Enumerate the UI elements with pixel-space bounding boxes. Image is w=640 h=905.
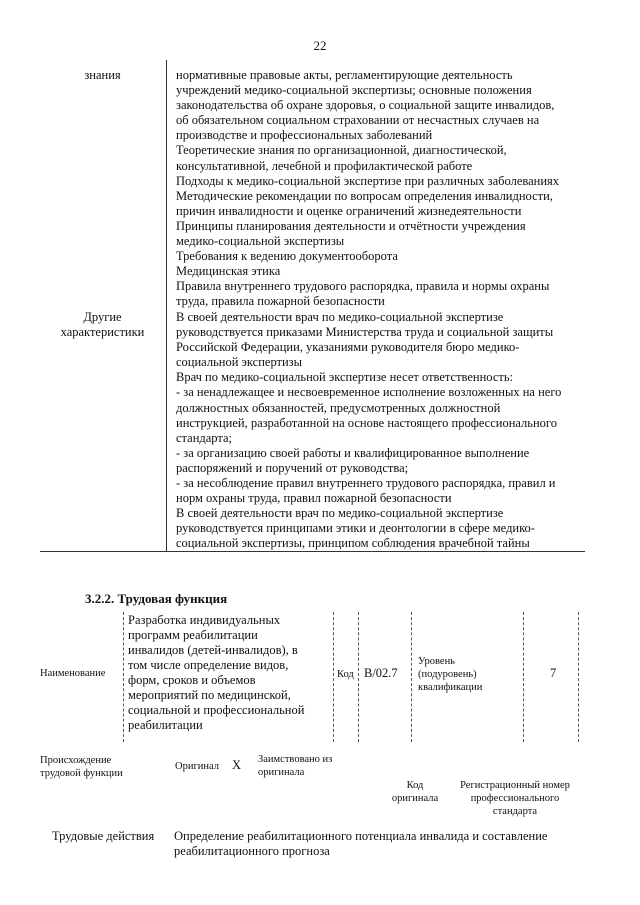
level-cell-right-border bbox=[578, 612, 579, 742]
code-cell-right-border bbox=[411, 612, 412, 742]
origin-label-line: трудовой функции bbox=[40, 768, 123, 779]
function-name-line: том числе определение видов, bbox=[128, 658, 289, 672]
labor-actions-line: Определение реабилитационного потенциала инвалида и составление bbox=[174, 829, 548, 843]
function-name-line: программ реабилитации bbox=[128, 628, 258, 642]
other-line: руководствуется приказами Министерства труда и социальной защиты bbox=[176, 325, 554, 340]
row-label-knowledge: знания bbox=[84, 68, 121, 82]
level-label-line: (подуровень) bbox=[418, 669, 477, 680]
section-title: 3.2.2. Трудовая функция bbox=[85, 591, 228, 606]
reg-number-line: Регистрационный номер bbox=[460, 780, 570, 791]
borrowed-label-line: оригинала bbox=[258, 767, 305, 778]
original-label: Оригинал bbox=[175, 761, 219, 772]
function-name-line: социальной и профессиональной bbox=[128, 703, 305, 717]
code-cell-left-border bbox=[358, 612, 359, 742]
page-number: 22 bbox=[313, 38, 327, 53]
function-name-line: Разработка индивидуальных bbox=[128, 613, 281, 627]
knowledge-line: нормативные правовые акты, регламентирующие деятельность bbox=[176, 68, 513, 82]
knowledge-line: Правила внутреннего трудового распорядка, правила и нормы охраны bbox=[176, 279, 550, 294]
other-text bbox=[176, 310, 586, 552]
knowledge-line: Принципы планирования деятельности и отчётности учреждения bbox=[176, 218, 526, 233]
origin-label-line: Происхождение bbox=[40, 755, 112, 766]
function-name-value bbox=[128, 613, 333, 733]
level-cell-left-border bbox=[523, 612, 524, 742]
other-line: распоряжений и поручений от руководства; bbox=[176, 460, 409, 475]
other-line: В своей деятельности врач по медико-социальной экспертизе bbox=[176, 310, 504, 324]
level-label-line: квалификации bbox=[418, 682, 483, 693]
knowledge-line: об обязательном социальном страховании от несчастных случаев на bbox=[176, 113, 540, 128]
level-value: 7 bbox=[550, 666, 557, 680]
other-line: должностных обязанностей, предусмотренных должностной bbox=[176, 400, 501, 415]
code-original-line: Код bbox=[406, 780, 424, 791]
knowledge-line: Медицинская этика bbox=[176, 264, 281, 279]
row-label-other bbox=[40, 310, 165, 340]
labor-actions-text bbox=[174, 829, 594, 859]
row-label-other-line1: Другие bbox=[83, 310, 122, 324]
knowledge-line: медико-социальной экспертизы bbox=[176, 234, 345, 249]
other-line: - за ненадлежащее и несвоевременное исполнение возложенных на него bbox=[176, 385, 562, 400]
row-label-other-line2: характеристики bbox=[60, 325, 145, 339]
knowledge-line: причин инвалидности и оценке ограничений жизнедеятельности bbox=[176, 203, 522, 218]
other-line: социальной экспертизы bbox=[176, 355, 303, 370]
other-line: В своей деятельности врач по медико-социальной экспертизе bbox=[176, 506, 504, 521]
knowledge-line: Требования к ведению документооборота bbox=[176, 249, 398, 264]
borrowed-label-line: Заимствовано из bbox=[258, 754, 333, 765]
reg-number-line: стандарта bbox=[492, 806, 538, 817]
function-name-line: реабилитации bbox=[128, 718, 203, 732]
knowledge-line: учреждений медико-социальной экспертизы; основные положения bbox=[176, 83, 532, 98]
name-label: Наименование bbox=[40, 668, 106, 679]
other-line: руководствуется принципами этики и деонтологии в сфере медико- bbox=[176, 521, 535, 536]
other-line: норм охраны труда, правил пожарной безопасности bbox=[176, 491, 452, 506]
level-label-line: Уровень bbox=[418, 656, 455, 667]
labor-actions-line: реабилитационного прогноза bbox=[174, 844, 330, 858]
other-line: - за организацию своей работы и квалифицированное выполнение bbox=[176, 445, 530, 460]
origin-label bbox=[40, 754, 123, 780]
other-line: инструкцией, разработанной на основе настоящего профессионального bbox=[176, 415, 557, 430]
table-column-divider bbox=[166, 60, 167, 552]
knowledge-line: Методические рекомендации по вопросам определения инвалидности, bbox=[176, 188, 553, 203]
other-line: социальной экспертизы, принципом соблюдения врачебной тайны bbox=[176, 536, 530, 551]
name-cell-left-border bbox=[123, 612, 124, 742]
function-name-line: инвалидов (детей-инвалидов), в bbox=[128, 643, 298, 657]
knowledge-line: труда, правила пожарной безопасности bbox=[176, 294, 385, 309]
code-value: В/02.7 bbox=[364, 666, 398, 680]
code-original-label bbox=[385, 779, 445, 805]
other-line: стандарта; bbox=[176, 430, 233, 445]
knowledge-text bbox=[176, 68, 586, 310]
function-name-line: мероприятий по медицинской, bbox=[128, 688, 291, 702]
knowledge-line: Теоретические знания по организационной, диагностической, bbox=[176, 143, 507, 158]
name-cell-right-border bbox=[333, 612, 334, 742]
original-mark: X bbox=[232, 758, 242, 772]
code-original-line: оригинала bbox=[391, 793, 439, 804]
other-line: Российской Федерации, указаниями руководителя бюро медико- bbox=[176, 340, 520, 355]
knowledge-line: законодательства об охране здоровья, о социальной защите инвалидов, bbox=[176, 98, 555, 113]
other-line: - за несоблюдение правил внутреннего трудового распорядка, правил и bbox=[176, 476, 556, 491]
knowledge-line: Подходы к медико-социальной экспертизе при различных заболеваниях bbox=[176, 173, 560, 188]
reg-number-line: профессионального bbox=[470, 793, 560, 804]
labor-actions-label: Трудовые действия bbox=[52, 829, 155, 843]
borrowed-label bbox=[258, 753, 332, 779]
function-name-line: форм, сроков и объемов bbox=[128, 673, 256, 687]
knowledge-line: консультативной, лечебной и профилактической работе bbox=[176, 158, 473, 173]
knowledge-line: производстве и профессиональных заболеваний bbox=[176, 128, 433, 143]
level-label bbox=[418, 655, 513, 694]
code-label: Код bbox=[337, 669, 354, 680]
other-line: Врач по медико-социальной экспертизе несет ответственность: bbox=[176, 370, 514, 385]
reg-number-label bbox=[455, 779, 575, 818]
